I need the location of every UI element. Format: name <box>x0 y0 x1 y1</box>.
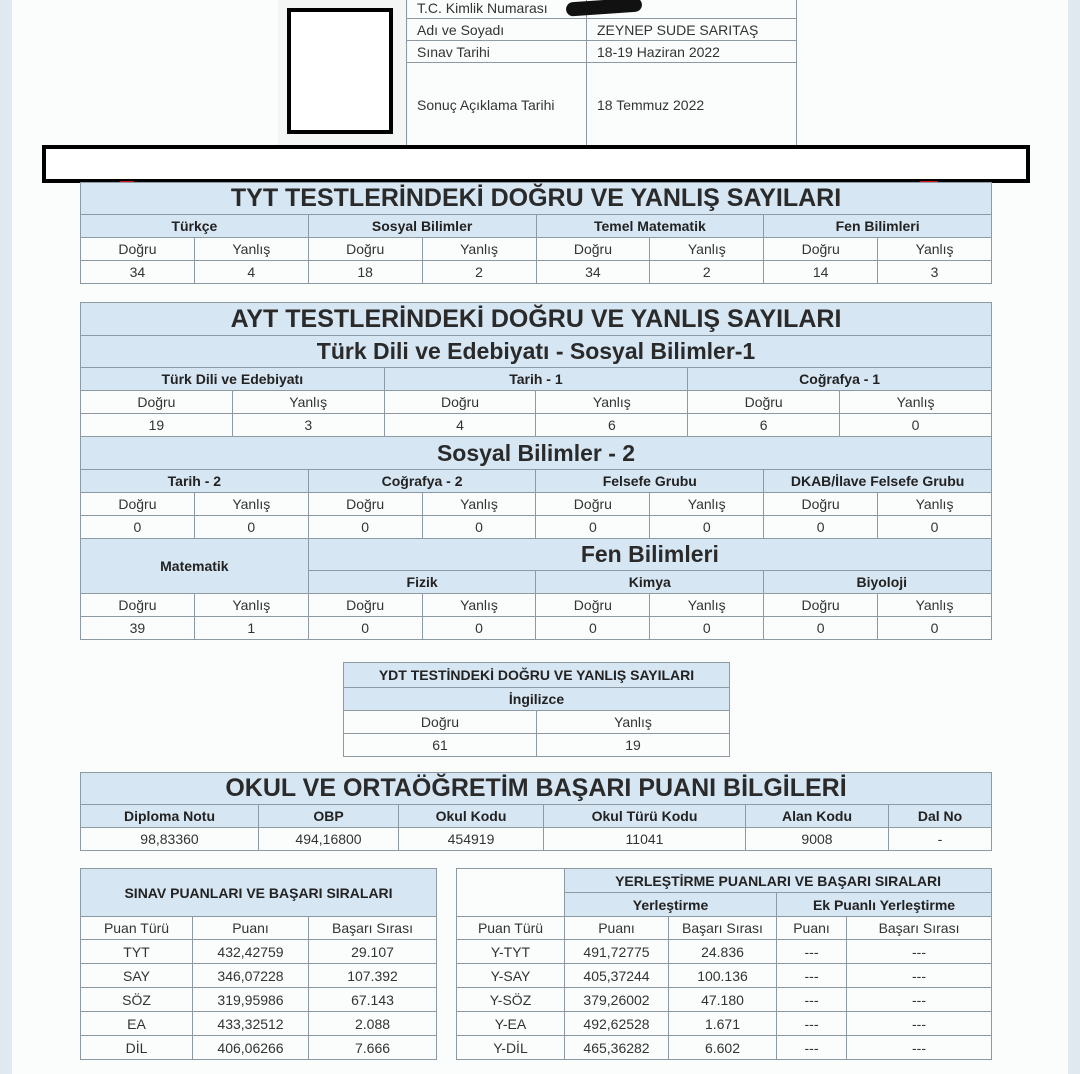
ayt-subject: Fizik <box>308 571 536 594</box>
score-header: Puan Türü <box>81 917 193 940</box>
ayt-math-name: Matematik <box>81 539 309 594</box>
value-yanlis: 0 <box>878 516 992 539</box>
tyt-subject: Temel Matematik <box>536 215 764 238</box>
obp-value: 9008 <box>746 828 889 851</box>
value-yanlis: 1 <box>194 617 308 640</box>
value-yanlis: 0 <box>878 617 992 640</box>
ayt-subject: Felsefe Grubu <box>536 470 764 493</box>
obp-value: - <box>889 828 992 851</box>
bonus-value: --- <box>777 1012 847 1036</box>
value-yanlis: 3 <box>232 414 384 437</box>
score-value: 319,95986 <box>193 988 309 1012</box>
value-yanlis: 0 <box>650 617 764 640</box>
col-dogru: Doğru <box>536 493 650 516</box>
col-yanlis: Yanlış <box>650 238 764 261</box>
placement-scores-table <box>456 868 992 1060</box>
tyt-subject: Türkçe <box>81 215 309 238</box>
obp-header: OBP <box>259 805 399 828</box>
col-dogru: Doğru <box>764 238 878 261</box>
value-yanlis: 0 <box>422 617 536 640</box>
score-value: 491,72775 <box>565 940 669 964</box>
value-dogru: 0 <box>308 516 422 539</box>
score-type: SÖZ <box>81 988 193 1012</box>
placement-group: Yerleştirme <box>565 893 777 917</box>
ayt-subject: Tarih - 2 <box>81 470 309 493</box>
value-yanlis: 0 <box>650 516 764 539</box>
col-dogru: Doğru <box>308 238 422 261</box>
value-dogru: 0 <box>81 516 195 539</box>
ayt-subject: Tarih - 1 <box>384 368 688 391</box>
candidate-info-table <box>406 0 797 147</box>
ydt-language: İngilizce <box>344 688 730 711</box>
obp-title: OKUL VE ORTAÖĞRETİM BAŞARI PUANI BİLGİLERİ <box>81 773 992 805</box>
value-exam-date: 18-19 Haziran 2022 <box>587 41 797 63</box>
value-dogru: 34 <box>81 261 195 284</box>
placement-group-bonus: Ek Puanlı Yerleştirme <box>777 893 992 917</box>
value-dogru: 0 <box>764 617 878 640</box>
score-rank: 107.392 <box>309 964 437 988</box>
col-yanlis: Yanlış <box>422 493 536 516</box>
score-rank: 100.136 <box>669 964 777 988</box>
col-dogru: Doğru <box>81 594 195 617</box>
obp-header: Alan Kodu <box>746 805 889 828</box>
placement-blank <box>457 869 565 917</box>
ayt-section1-title: Türk Dili ve Edebiyatı - Sosyal Bilimler-1 <box>81 336 992 368</box>
value-dogru: 14 <box>764 261 878 284</box>
col-dogru: Doğru <box>308 594 422 617</box>
score-type: Y-TYT <box>457 940 565 964</box>
ayt-subject: Coğrafya - 2 <box>308 470 536 493</box>
col-dogru: Doğru <box>688 391 840 414</box>
tyt-subject: Sosyal Bilimler <box>308 215 536 238</box>
col-yanlis: Yanlış <box>194 238 308 261</box>
value-dogru: 34 <box>536 261 650 284</box>
score-rank: 29.107 <box>309 940 437 964</box>
score-header: Puanı <box>777 917 847 940</box>
score-value: 406,06266 <box>193 1036 309 1060</box>
obp-header: Diploma Notu <box>81 805 259 828</box>
value-yanlis: 0 <box>194 516 308 539</box>
score-type: DİL <box>81 1036 193 1060</box>
obp-header: Okul Kodu <box>399 805 544 828</box>
ayt-subject: Biyoloji <box>764 571 992 594</box>
col-yanlis: Yanlış <box>537 711 730 734</box>
value-dogru: 0 <box>764 516 878 539</box>
score-type: Y-SÖZ <box>457 988 565 1012</box>
obp-value: 11041 <box>544 828 746 851</box>
score-value: 432,42759 <box>193 940 309 964</box>
col-yanlis: Yanlış <box>878 493 992 516</box>
ydt-table <box>343 662 730 757</box>
score-type: Y-EA <box>457 1012 565 1036</box>
obp-header: Okul Türü Kodu <box>544 805 746 828</box>
ayt-title: AYT TESTLERİNDEKİ DOĞRU VE YANLIŞ SAYILARI <box>81 303 992 336</box>
ayt-section2-title: Sosyal Bilimler - 2 <box>81 437 992 470</box>
value-name: ZEYNEP SUDE SARITAŞ <box>587 19 797 41</box>
col-yanlis: Yanlış <box>878 238 992 261</box>
col-dogru: Doğru <box>536 594 650 617</box>
bonus-rank: --- <box>847 964 992 988</box>
col-dogru: Doğru <box>81 238 195 261</box>
obp-value: 454919 <box>399 828 544 851</box>
score-type: EA <box>81 1012 193 1036</box>
score-rank: 6.602 <box>669 1036 777 1060</box>
value-dogru: 0 <box>536 617 650 640</box>
col-yanlis: Yanlış <box>650 493 764 516</box>
col-dogru: Doğru <box>536 238 650 261</box>
score-rank: 47.180 <box>669 988 777 1012</box>
ayt-subject: Türk Dili ve Edebiyatı <box>81 368 385 391</box>
col-yanlis: Yanlış <box>422 594 536 617</box>
score-type: SAY <box>81 964 193 988</box>
bonus-value: --- <box>777 964 847 988</box>
score-rank: 67.143 <box>309 988 437 1012</box>
score-header: Puanı <box>193 917 309 940</box>
col-yanlis: Yanlış <box>536 391 688 414</box>
value-dogru: 6 <box>688 414 840 437</box>
bonus-value: --- <box>777 1036 847 1060</box>
obp-value: 494,16800 <box>259 828 399 851</box>
ydt-title: YDT TESTİNDEKİ DOĞRU VE YANLIŞ SAYILARI <box>344 663 730 688</box>
bonus-value: --- <box>777 988 847 1012</box>
score-value: 346,07228 <box>193 964 309 988</box>
exam-scores-table <box>80 868 437 1060</box>
score-rank: 24.836 <box>669 940 777 964</box>
score-value: 405,37244 <box>565 964 669 988</box>
tyt-subject: Fen Bilimleri <box>764 215 992 238</box>
col-yanlis: Yanlış <box>840 391 992 414</box>
bonus-rank: --- <box>847 940 992 964</box>
col-yanlis: Yanlış <box>650 594 764 617</box>
value-yanlis: 4 <box>194 261 308 284</box>
title-redaction-bar <box>42 145 1030 183</box>
label-name: Adı ve Soyadı <box>407 19 587 41</box>
ayt-fen-title: Fen Bilimleri <box>308 539 991 571</box>
ayt-subject: DKAB/İlave Felsefe Grubu <box>764 470 992 493</box>
photo-redaction-box <box>287 8 393 134</box>
value-dogru: 4 <box>384 414 536 437</box>
col-yanlis: Yanlış <box>194 594 308 617</box>
obp-value: 98,83360 <box>81 828 259 851</box>
value-dogru: 0 <box>308 617 422 640</box>
value-result-date: 18 Temmuz 2022 <box>587 63 797 147</box>
ayt-subject: Coğrafya - 1 <box>688 368 992 391</box>
value-dogru: 0 <box>536 516 650 539</box>
placement-title: YERLEŞTİRME PUANLARI VE BAŞARI SIRALARI <box>565 869 992 893</box>
value-yanlis: 6 <box>536 414 688 437</box>
obp-header: Dal No <box>889 805 992 828</box>
score-rank: 7.666 <box>309 1036 437 1060</box>
col-dogru: Doğru <box>384 391 536 414</box>
score-header: Başarı Sırası <box>847 917 992 940</box>
col-dogru: Doğru <box>81 391 233 414</box>
bonus-rank: --- <box>847 1036 992 1060</box>
col-yanlis: Yanlış <box>194 493 308 516</box>
obp-table <box>80 772 992 851</box>
label-result-date: Sonuç Açıklama Tarihi <box>407 63 587 147</box>
col-yanlis: Yanlış <box>878 594 992 617</box>
value-yanlis: 0 <box>422 516 536 539</box>
value-yanlis: 19 <box>537 734 730 757</box>
col-yanlis: Yanlış <box>422 238 536 261</box>
col-dogru: Doğru <box>764 493 878 516</box>
label-exam-date: Sınav Tarihi <box>407 41 587 63</box>
score-value: 492,62528 <box>565 1012 669 1036</box>
bonus-value: --- <box>777 940 847 964</box>
value-yanlis: 3 <box>878 261 992 284</box>
value-dogru: 39 <box>81 617 195 640</box>
tyt-table <box>80 182 992 284</box>
score-type: Y-SAY <box>457 964 565 988</box>
score-value: 379,26002 <box>565 988 669 1012</box>
score-header: Başarı Sırası <box>309 917 437 940</box>
score-type: TYT <box>81 940 193 964</box>
tyt-title: TYT TESTLERİNDEKİ DOĞRU VE YANLIŞ SAYILARI <box>81 183 992 215</box>
score-value: 465,36282 <box>565 1036 669 1060</box>
value-yanlis: 2 <box>650 261 764 284</box>
score-header: Başarı Sırası <box>669 917 777 940</box>
value-dogru: 61 <box>344 734 537 757</box>
ayt-subject: Kimya <box>536 571 764 594</box>
bonus-rank: --- <box>847 1012 992 1036</box>
score-value: 433,32512 <box>193 1012 309 1036</box>
score-type: Y-DİL <box>457 1036 565 1060</box>
exam-scores-title: SINAV PUANLARI VE BAŞARI SIRALARI <box>81 869 437 917</box>
ayt-table <box>80 302 992 640</box>
score-header: Puanı <box>565 917 669 940</box>
value-yanlis: 0 <box>840 414 992 437</box>
value-dogru: 19 <box>81 414 233 437</box>
value-yanlis: 2 <box>422 261 536 284</box>
col-yanlis: Yanlış <box>232 391 384 414</box>
col-dogru: Doğru <box>344 711 537 734</box>
score-header: Puan Türü <box>457 917 565 940</box>
col-dogru: Doğru <box>308 493 422 516</box>
col-dogru: Doğru <box>764 594 878 617</box>
score-rank: 1.671 <box>669 1012 777 1036</box>
label-tc-no: T.C. Kimlik Numarası <box>407 0 587 19</box>
value-dogru: 18 <box>308 261 422 284</box>
score-rank: 2.088 <box>309 1012 437 1036</box>
bonus-rank: --- <box>847 988 992 1012</box>
col-dogru: Doğru <box>81 493 195 516</box>
